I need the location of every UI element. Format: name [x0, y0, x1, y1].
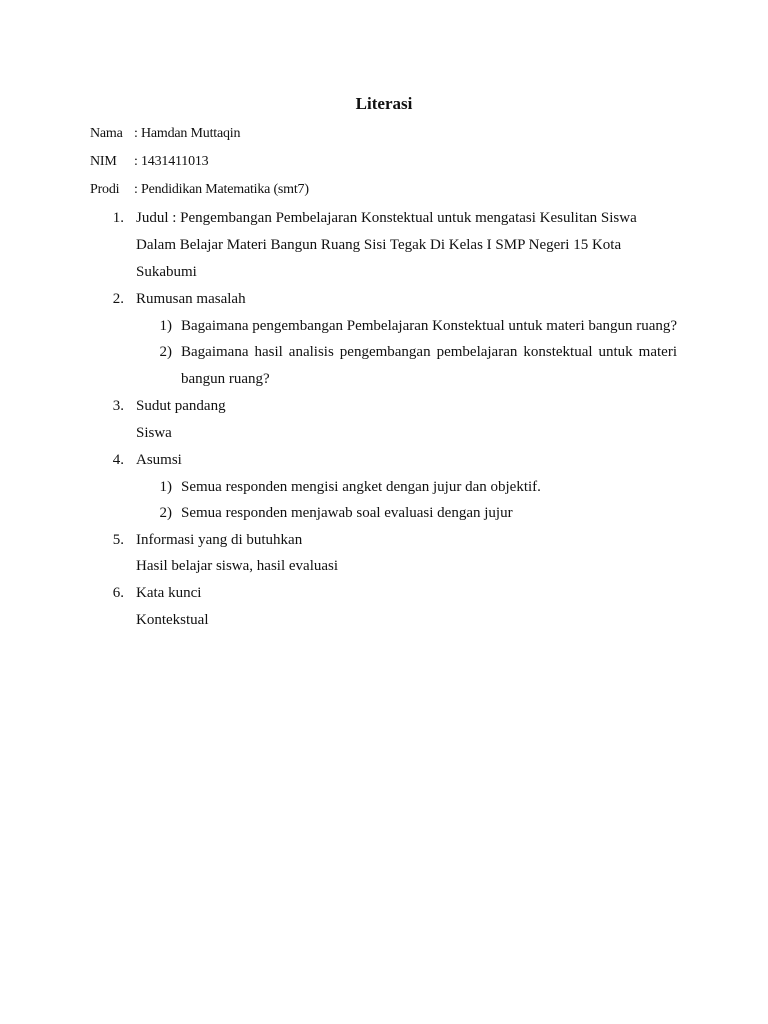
item-2-heading: Rumusan masalah	[136, 291, 246, 307]
page-title: Literasi	[355, 94, 413, 113]
item-1-line-2: Dalam Belajar Materi Bangun Ruang Sisi Tegak Di Kelas I SMP Negeri 15 Kota	[136, 237, 622, 253]
item-4-sub-2: Semua responden menjawab soal evaluasi dengan jujur	[181, 505, 513, 521]
meta-nim	[90, 153, 208, 171]
meta-nim-value: : 1431411013	[134, 154, 209, 169]
item-2-sub-2-line-1: Bagaimana hasil analisis pengembangan pembelajaran konstektual untuk materi	[181, 344, 677, 360]
meta-nama-value: : Hamdan Muttaqin	[134, 126, 241, 141]
meta-prodi	[90, 181, 309, 199]
sub-item-number: 1)	[159, 318, 172, 334]
item-2-sub-2-line-2: bangun ruang?	[181, 371, 270, 387]
item-6-heading: Kata kunci	[136, 585, 202, 601]
meta-prodi-label: Prodi	[90, 182, 120, 197]
item-4-sub-1: Semua responden mengisi angket dengan jujur dan objektif.	[181, 479, 541, 495]
list-item-number: 2.	[112, 291, 124, 307]
item-4-heading: Asumsi	[136, 452, 182, 468]
item-3-body: Siswa	[136, 425, 172, 441]
list-item-number: 5.	[112, 532, 124, 548]
meta-prodi-value: : Pendidikan Matematika (smt7)	[134, 182, 309, 197]
list-item-number: 1.	[112, 210, 124, 226]
sub-item-number: 2)	[159, 505, 172, 521]
meta-nim-label: NIM	[90, 154, 117, 169]
sub-item-number: 2)	[159, 344, 172, 360]
item-2-sub-1-line-1: Bagaimana pengembangan Pembelajaran Konstektual untuk materi bangun ruang?	[181, 318, 678, 334]
item-1-line-3: Sukabumi	[136, 264, 197, 280]
item-6-body: Kontekstual	[136, 612, 209, 628]
item-5-body: Hasil belajar siswa, hasil evaluasi	[136, 558, 339, 574]
list-item-number: 3.	[112, 398, 124, 414]
item-1-line-1: Judul : Pengembangan Pembelajaran Konstektual untuk mengatasi Kesulitan Siswa	[136, 210, 637, 226]
sub-item-number: 1)	[159, 479, 172, 495]
item-3-heading: Sudut pandang	[136, 398, 226, 414]
item-5-heading: Informasi yang di butuhkan	[136, 532, 303, 548]
meta-nama-label: Nama	[90, 126, 123, 141]
list-item-number: 6.	[112, 585, 124, 601]
meta-nama	[90, 125, 240, 143]
list-item-number: 4.	[112, 452, 124, 468]
